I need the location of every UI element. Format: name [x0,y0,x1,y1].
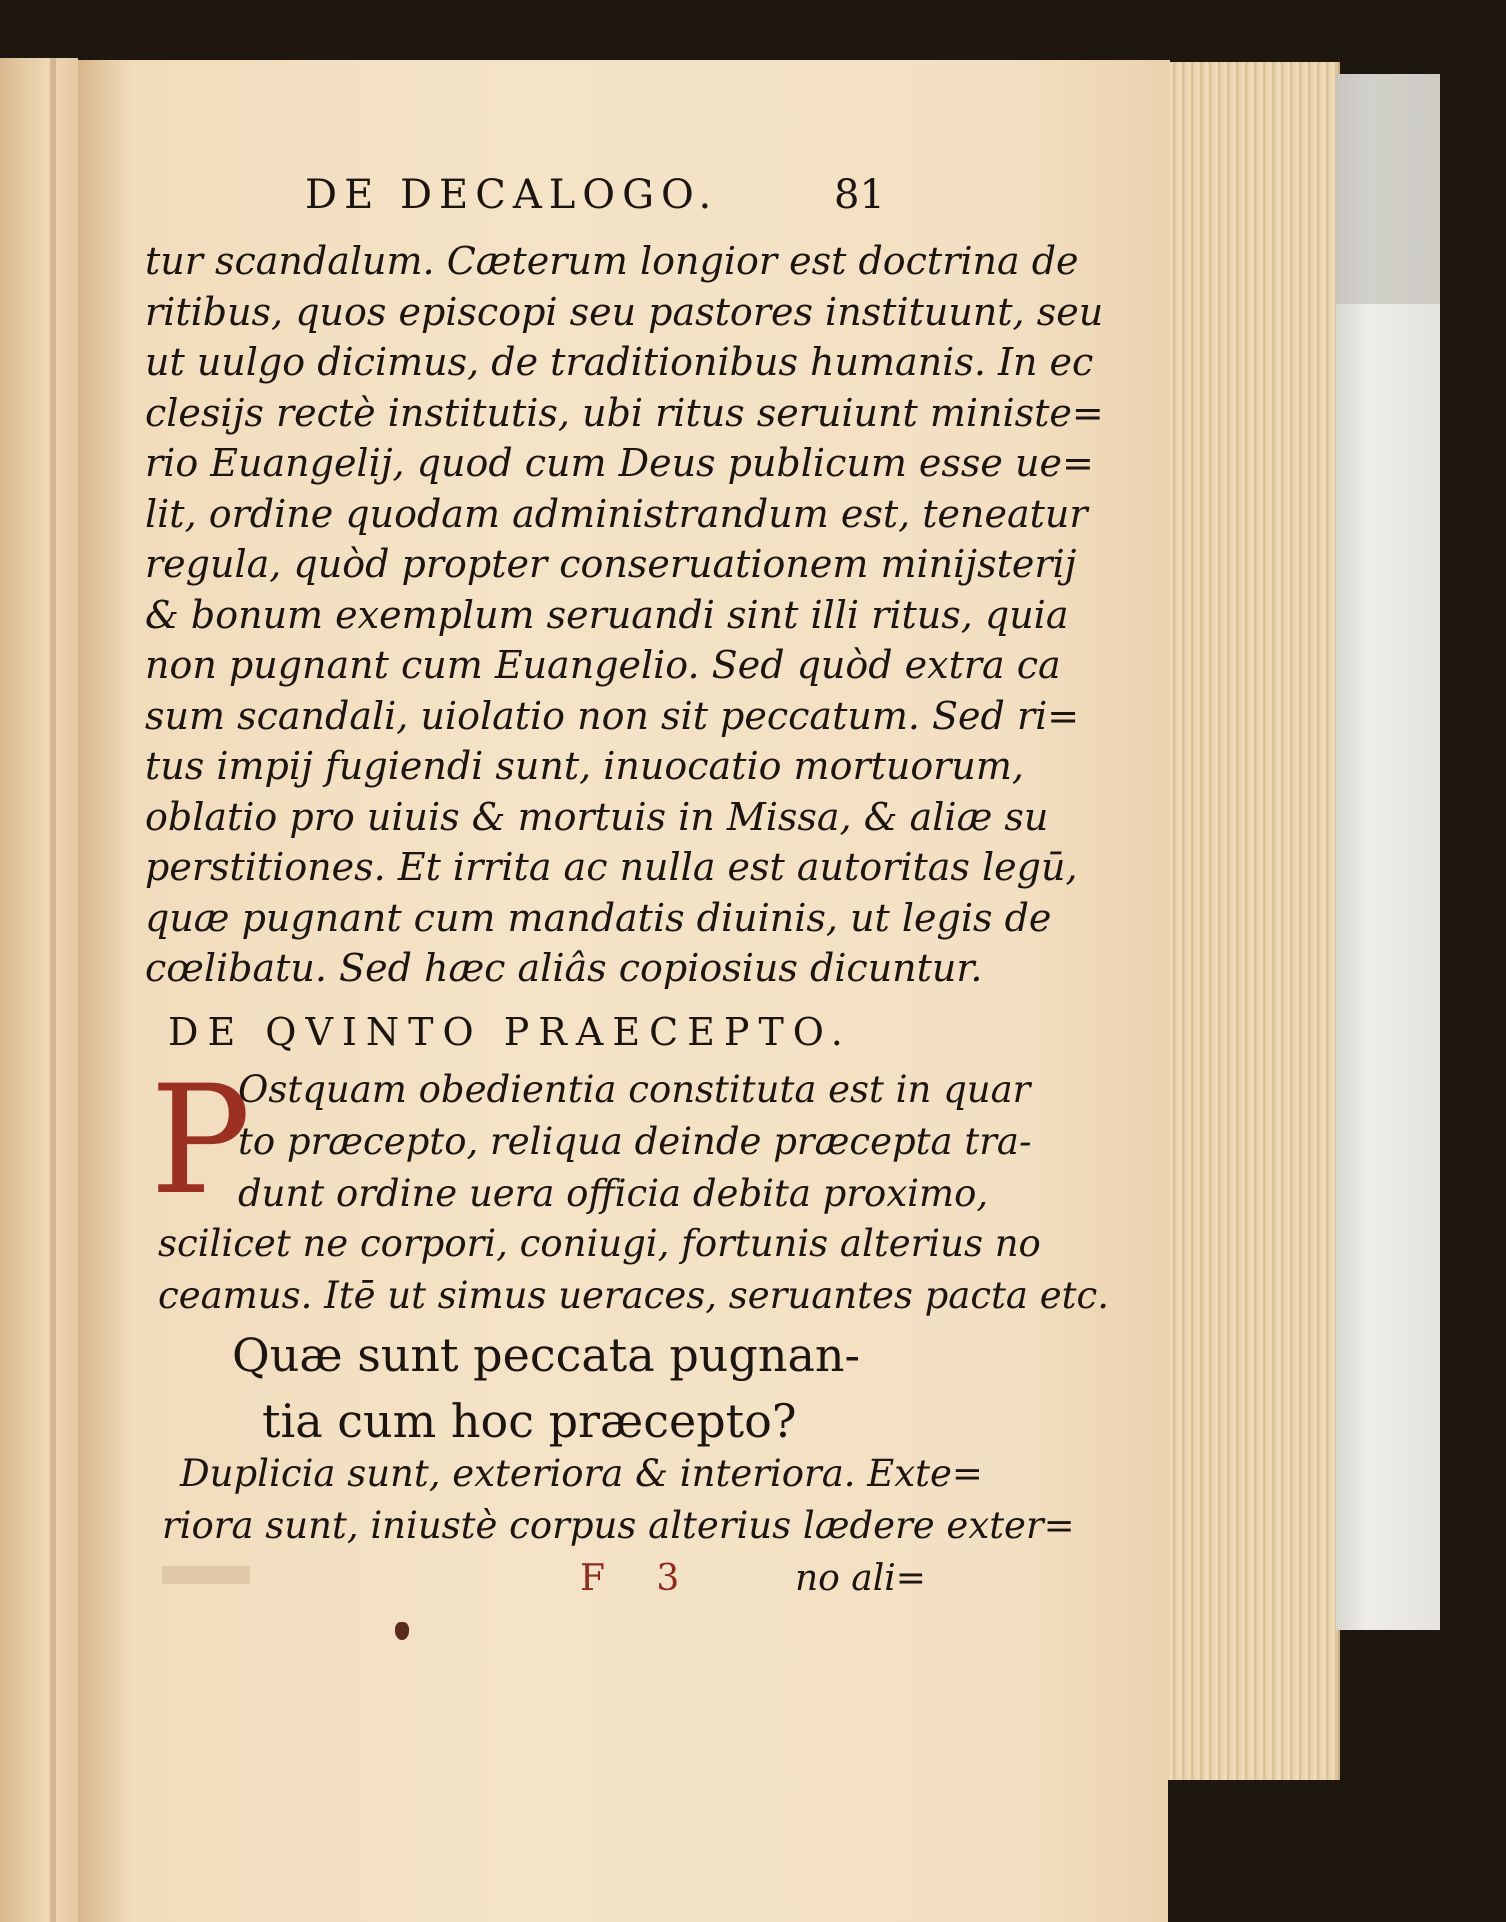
text-line: non pugnant cum Euangelio. Sed quòd extra ca [145,643,1061,687]
body-text [145,236,1104,994]
signature-mark: F 3 [580,1558,700,1599]
text-line: sum scandali, uiolatio non sit peccatum. Sed ri= [145,693,1080,738]
color-card [1336,74,1440,1630]
text-line: ut uulgo dicimus, de traditionibus humanis. In ec [145,340,1094,384]
drop-cap: P [150,1054,251,1228]
text-line: dunt ordine uera officia debita proximo, [238,1172,989,1215]
text-line: ceamus. Itē ut simus ueraces, seruantes pacta etc. [158,1274,1109,1317]
folio-number: 81 [834,172,885,218]
paragraph-indented [238,1064,1031,1220]
text-line: to præcepto, reliqua deinde præcepta tra- [238,1120,1032,1163]
text-line: ritibus, quos episcopi seu pastores instituunt, seu [145,289,1104,334]
bleed-through-text [162,1566,250,1584]
text-line: tur scandalum. Cæterum longior est doctrina de [145,239,1079,283]
text-line: clesijs rectè institutis, ubi ritus seruiunt ministe= [145,390,1104,435]
text-line: oblatio pro uiuis & mortuis in Missa, & aliæ su [145,794,1049,839]
paragraph-continued [158,1218,1109,1322]
text-line: regula, quòd propter conseruationem minijsterij [145,542,1077,586]
catchword: no ali= [795,1558,926,1599]
question-line: Quæ sunt peccata pugnan- [232,1328,861,1382]
section-heading: DE QVINTO PRAECEPTO. [168,1010,852,1054]
left-page-edge [0,58,78,1922]
text-line: Duplicia sunt, exteriora & interiora. Exte= [180,1452,983,1495]
text-line: & bonum exemplum seruandi sint illi ritus, quia [145,592,1069,637]
text-line: tus impij fugiendi sunt, inuocatio mortuorum, [145,744,1025,788]
running-head: DE DECALOGO. [305,172,719,218]
text-line: scilicet ne corpori, coniugi, fortunis alterius no [158,1222,1041,1265]
page-fore-edge [1168,62,1340,1780]
text-line: perstitiones. Et irrita ac nulla est autoritas legū, [145,845,1078,889]
gutter-shadow [50,58,56,1922]
text-line: cœlibatu. Sed hæc aliâs copiosius dicuntur. [145,946,983,990]
answer-paragraph [162,1448,1075,1552]
text-line: riora sunt, iniustè corpus alterius lædere exter= [162,1504,1075,1547]
text-line: quæ pugnant cum mandatis diuinis, ut legis de [145,895,1052,940]
ink-spot [395,1622,409,1640]
question-line: tia cum hoc præcepto? [262,1394,797,1448]
text-line: lit, ordine quodam administrandum est, teneatur [145,491,1088,536]
text-line: Ostquam obedientia constituta est in quar [238,1068,1031,1111]
color-card-patch [1336,74,1440,304]
question-heading [232,1322,860,1454]
text-line: rio Euangelij, quod cum Deus publicum esse ue= [145,441,1094,485]
background [1168,1780,1338,1922]
